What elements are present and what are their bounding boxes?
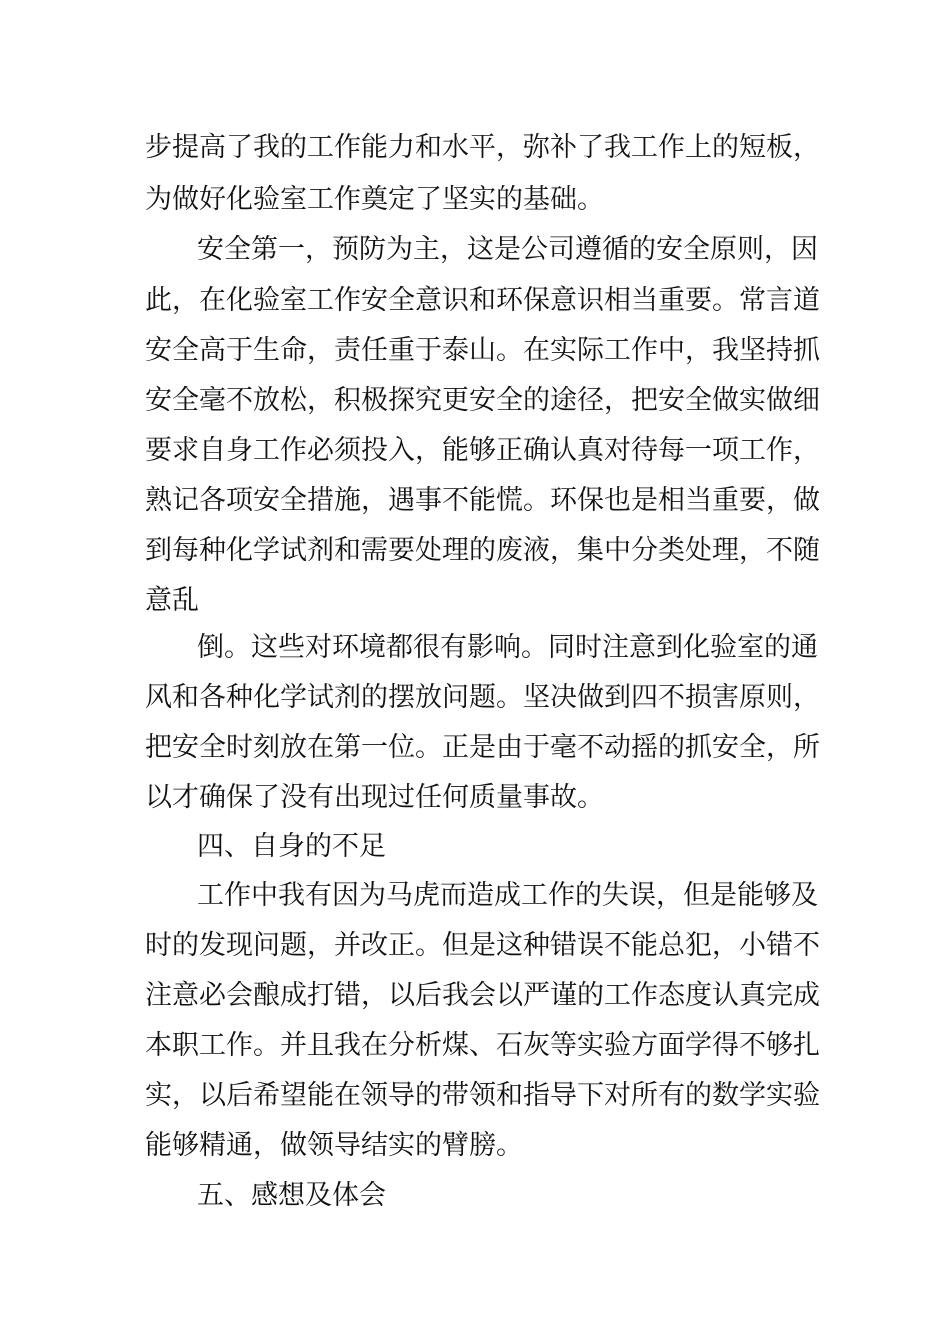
text-line: 安全毫不放松，积极探究更安全的途径，把安全做实做细 <box>145 385 820 416</box>
text-line: 风和各种化学试剂的摆放问题。坚决做到四不损害原则， <box>145 682 820 713</box>
text-line: 此，在化验室工作安全意识和环保意识相当重要。常言道 <box>145 285 820 316</box>
text-line: 实，以后希望能在领导的带领和指导下对所有的数学实验 <box>145 1080 820 1111</box>
text-line: 本职工作。并且我在分析煤、石灰等实验方面学得不够扎 <box>145 1030 820 1061</box>
section-heading: 四、自身的不足 <box>197 831 386 862</box>
text-line: 能够精通，做领导结实的臂膀。 <box>145 1130 523 1161</box>
text-line: 为做好化验室工作奠定了坚实的基础。 <box>145 184 604 215</box>
text-line: 意乱 <box>145 585 199 616</box>
text-line: 以才确保了没有出现过任何质量事故。 <box>145 782 604 813</box>
text-line: 到每种化学试剂和需要处理的废液，集中分类处理，不随 <box>145 535 820 566</box>
text-line: 安全高于生命，责任重于泰山。在实际工作中，我坚持抓 <box>145 335 820 366</box>
text-line: 时的发现问题，并改正。但是这种错误不能总犯，小错不 <box>145 930 820 961</box>
text-line: 把安全时刻放在第一位。正是由于毫不动摇的抓安全，所 <box>145 732 820 763</box>
text-line: 步提高了我的工作能力和水平，弥补了我工作上的短板， <box>145 132 820 163</box>
text-line: 要求自身工作必须投入，能够正确认真对待每一项工作， <box>145 435 820 466</box>
text-line: 注意必会酿成打错，以后我会以严谨的工作态度认真完成 <box>145 980 820 1011</box>
paragraph-start-line: 工作中我有因为马虎而造成工作的失误，但是能够及 <box>197 880 818 911</box>
section-heading: 五、感想及体会 <box>197 1180 386 1211</box>
text-line: 熟记各项安全措施，遇事不能慌。环保也是相当重要，做 <box>145 485 820 516</box>
paragraph-start-line: 倒。这些对环境都很有影响。同时注意到化验室的通 <box>197 632 818 663</box>
paragraph-start-line: 安全第一，预防为主，这是公司遵循的安全原则，因 <box>197 234 818 265</box>
